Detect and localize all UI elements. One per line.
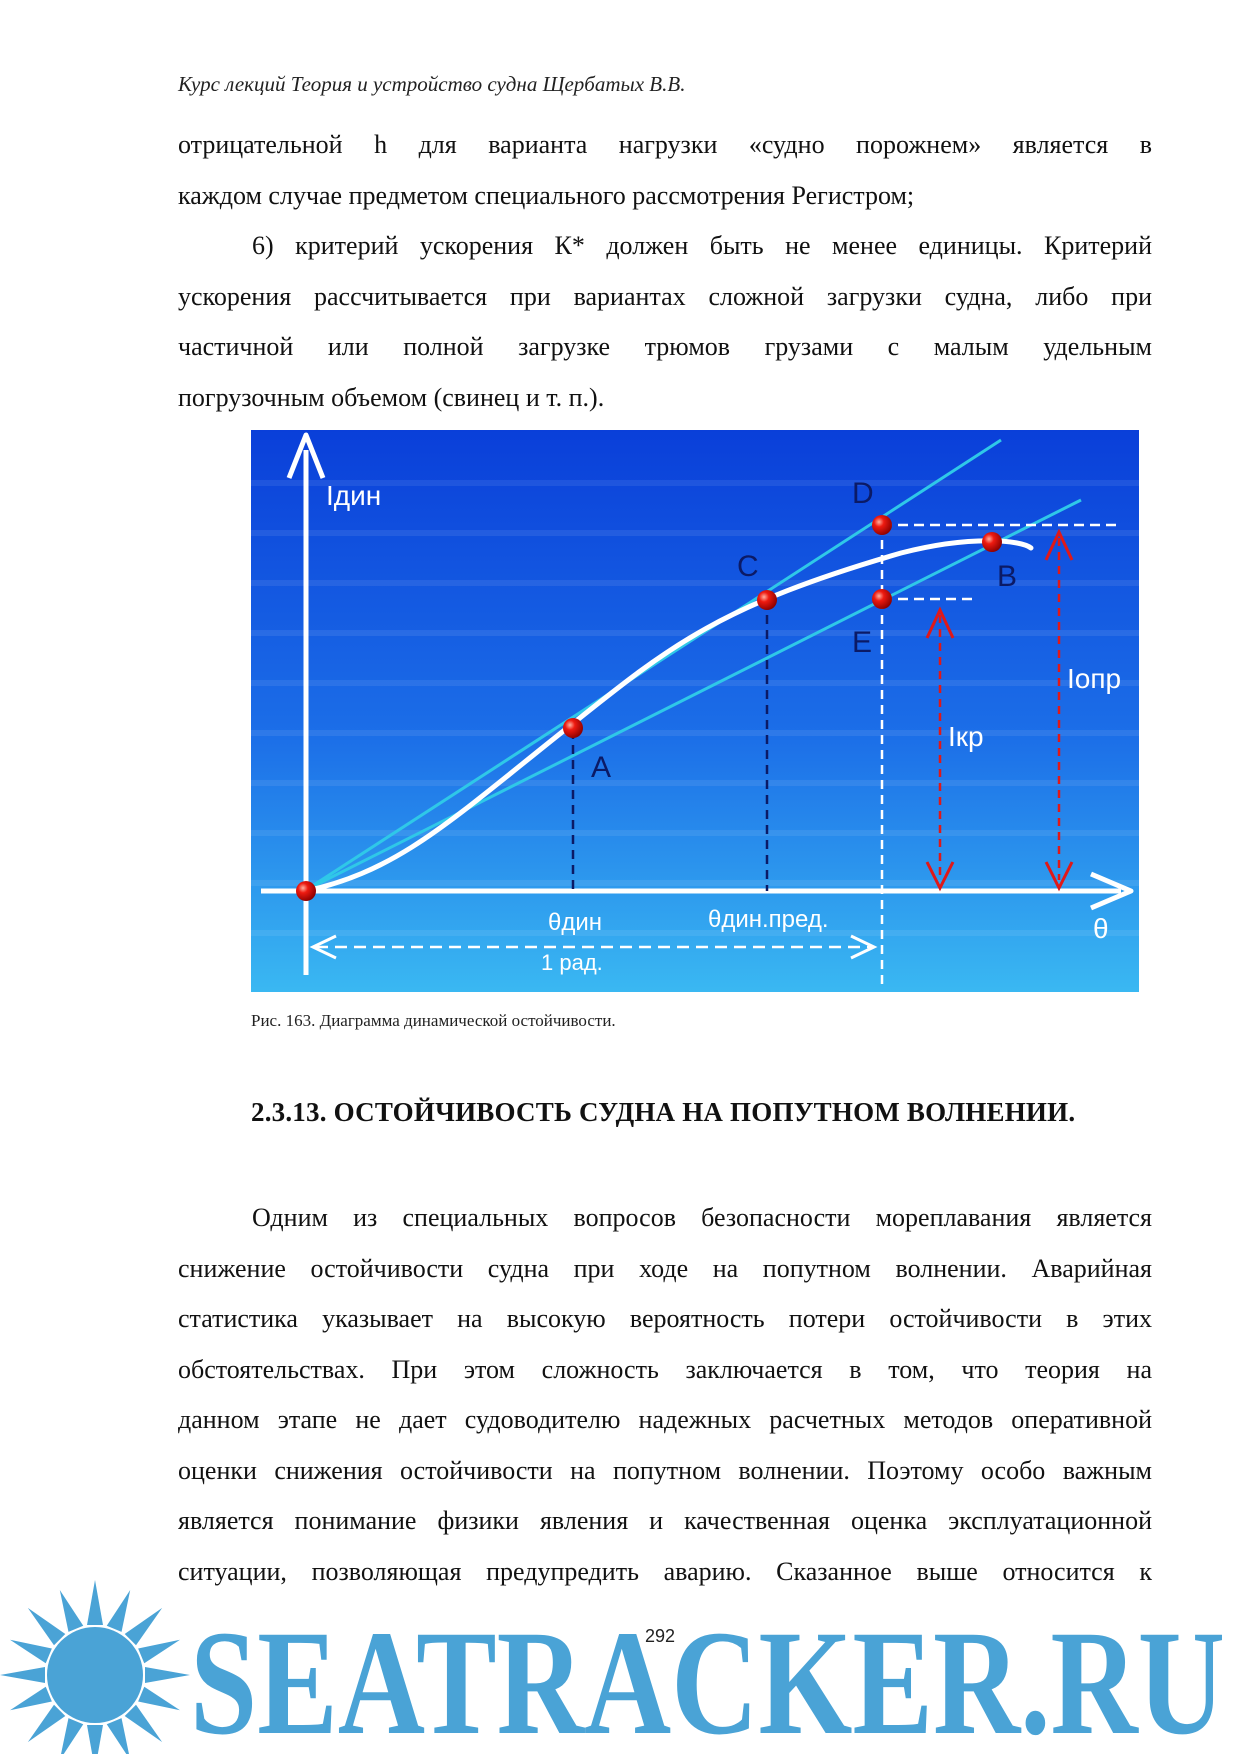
paragraph-line: Одним из специальных вопросов безопасности мореплавания является [252, 1203, 1152, 1232]
dynamic-stability-diagram [251, 430, 1139, 992]
paragraph-line: является понимание физики явления и качественная оценка эксплуатационной [178, 1506, 1152, 1535]
paragraph-line: 6) критерий ускорения К* должен быть не менее единицы. Критерий [252, 231, 1152, 260]
point-a-label: A [591, 751, 612, 784]
point-e [872, 589, 892, 609]
point-origin [296, 881, 316, 901]
y-axis-label: Iдин [326, 480, 382, 511]
theta-din-label: θдин [548, 909, 603, 936]
i-opr-label: Iопр [1067, 663, 1122, 694]
point-c [757, 590, 777, 610]
point-d-label: D [852, 477, 874, 510]
paragraph-line: отрицательной h для варианта нагрузки «судно порожнем» является в [178, 130, 1152, 159]
point-b [982, 532, 1002, 552]
section-title: 2.3.13. ОСТОЙЧИВОСТЬ СУДНА НА ПОПУТНОМ ВОЛНЕНИИ. [251, 1097, 1076, 1127]
point-c-label: C [737, 550, 759, 583]
paragraph-line: каждом случае предметом специального рассмотрения Регистром; [178, 180, 915, 210]
diagram-background [251, 430, 1139, 992]
point-e-label: E [852, 626, 873, 659]
i-kr-label: Iкр [948, 721, 984, 752]
figure-caption: Рис. 163. Диаграмма динамической остойчивости. [251, 1011, 616, 1030]
paragraph-line: ускорения рассчитывается при вариантах сложной загрузки судна, либо при [178, 281, 1152, 311]
point-a [563, 718, 583, 738]
x-axis-label: θ [1093, 913, 1109, 944]
theta-din-pred-label: θдин.пред. [708, 906, 829, 933]
one-rad-label: 1 рад. [541, 950, 603, 975]
paragraph-1 [178, 120, 1152, 221]
page-number: 292 [645, 1626, 676, 1646]
paragraph-3 [178, 1193, 1152, 1597]
paragraph-line: ситуации, позволяющая предупредить аварию. Сказанное выше относится к [178, 1556, 1152, 1586]
point-d [872, 515, 892, 535]
running-title: Курс лекций Теория и устройство судна Щербатых В.В. [178, 72, 686, 96]
paragraph-2 [178, 221, 1152, 423]
paragraph-line: статистика указывает на высокую вероятность потери остойчивости в этих [178, 1304, 1152, 1333]
paragraph-line: оценки снижения остойчивости на попутном волнении. Поэтому особо важным [178, 1455, 1152, 1485]
paragraph-line: данном этапе не дает судоводителю надежных расчетных методов оперативной [178, 1405, 1152, 1434]
paragraph-line: погрузочным объемом (свинец и т. п.). [178, 382, 605, 412]
seatracker-watermark [0, 1565, 1240, 1754]
paragraph-line: снижение остойчивости судна при ходе на попутном волнении. Аварийная [178, 1253, 1152, 1283]
paragraph-line: частичной или полной загрузке трюмов грузами с малым удельным [178, 332, 1152, 361]
paragraph-line: обстоятельствах. При этом сложность заключается в том, что теория на [178, 1354, 1152, 1384]
watermark-text: SEATRACKER.RU [190, 1600, 1225, 1754]
point-b-label: B [997, 560, 1018, 593]
